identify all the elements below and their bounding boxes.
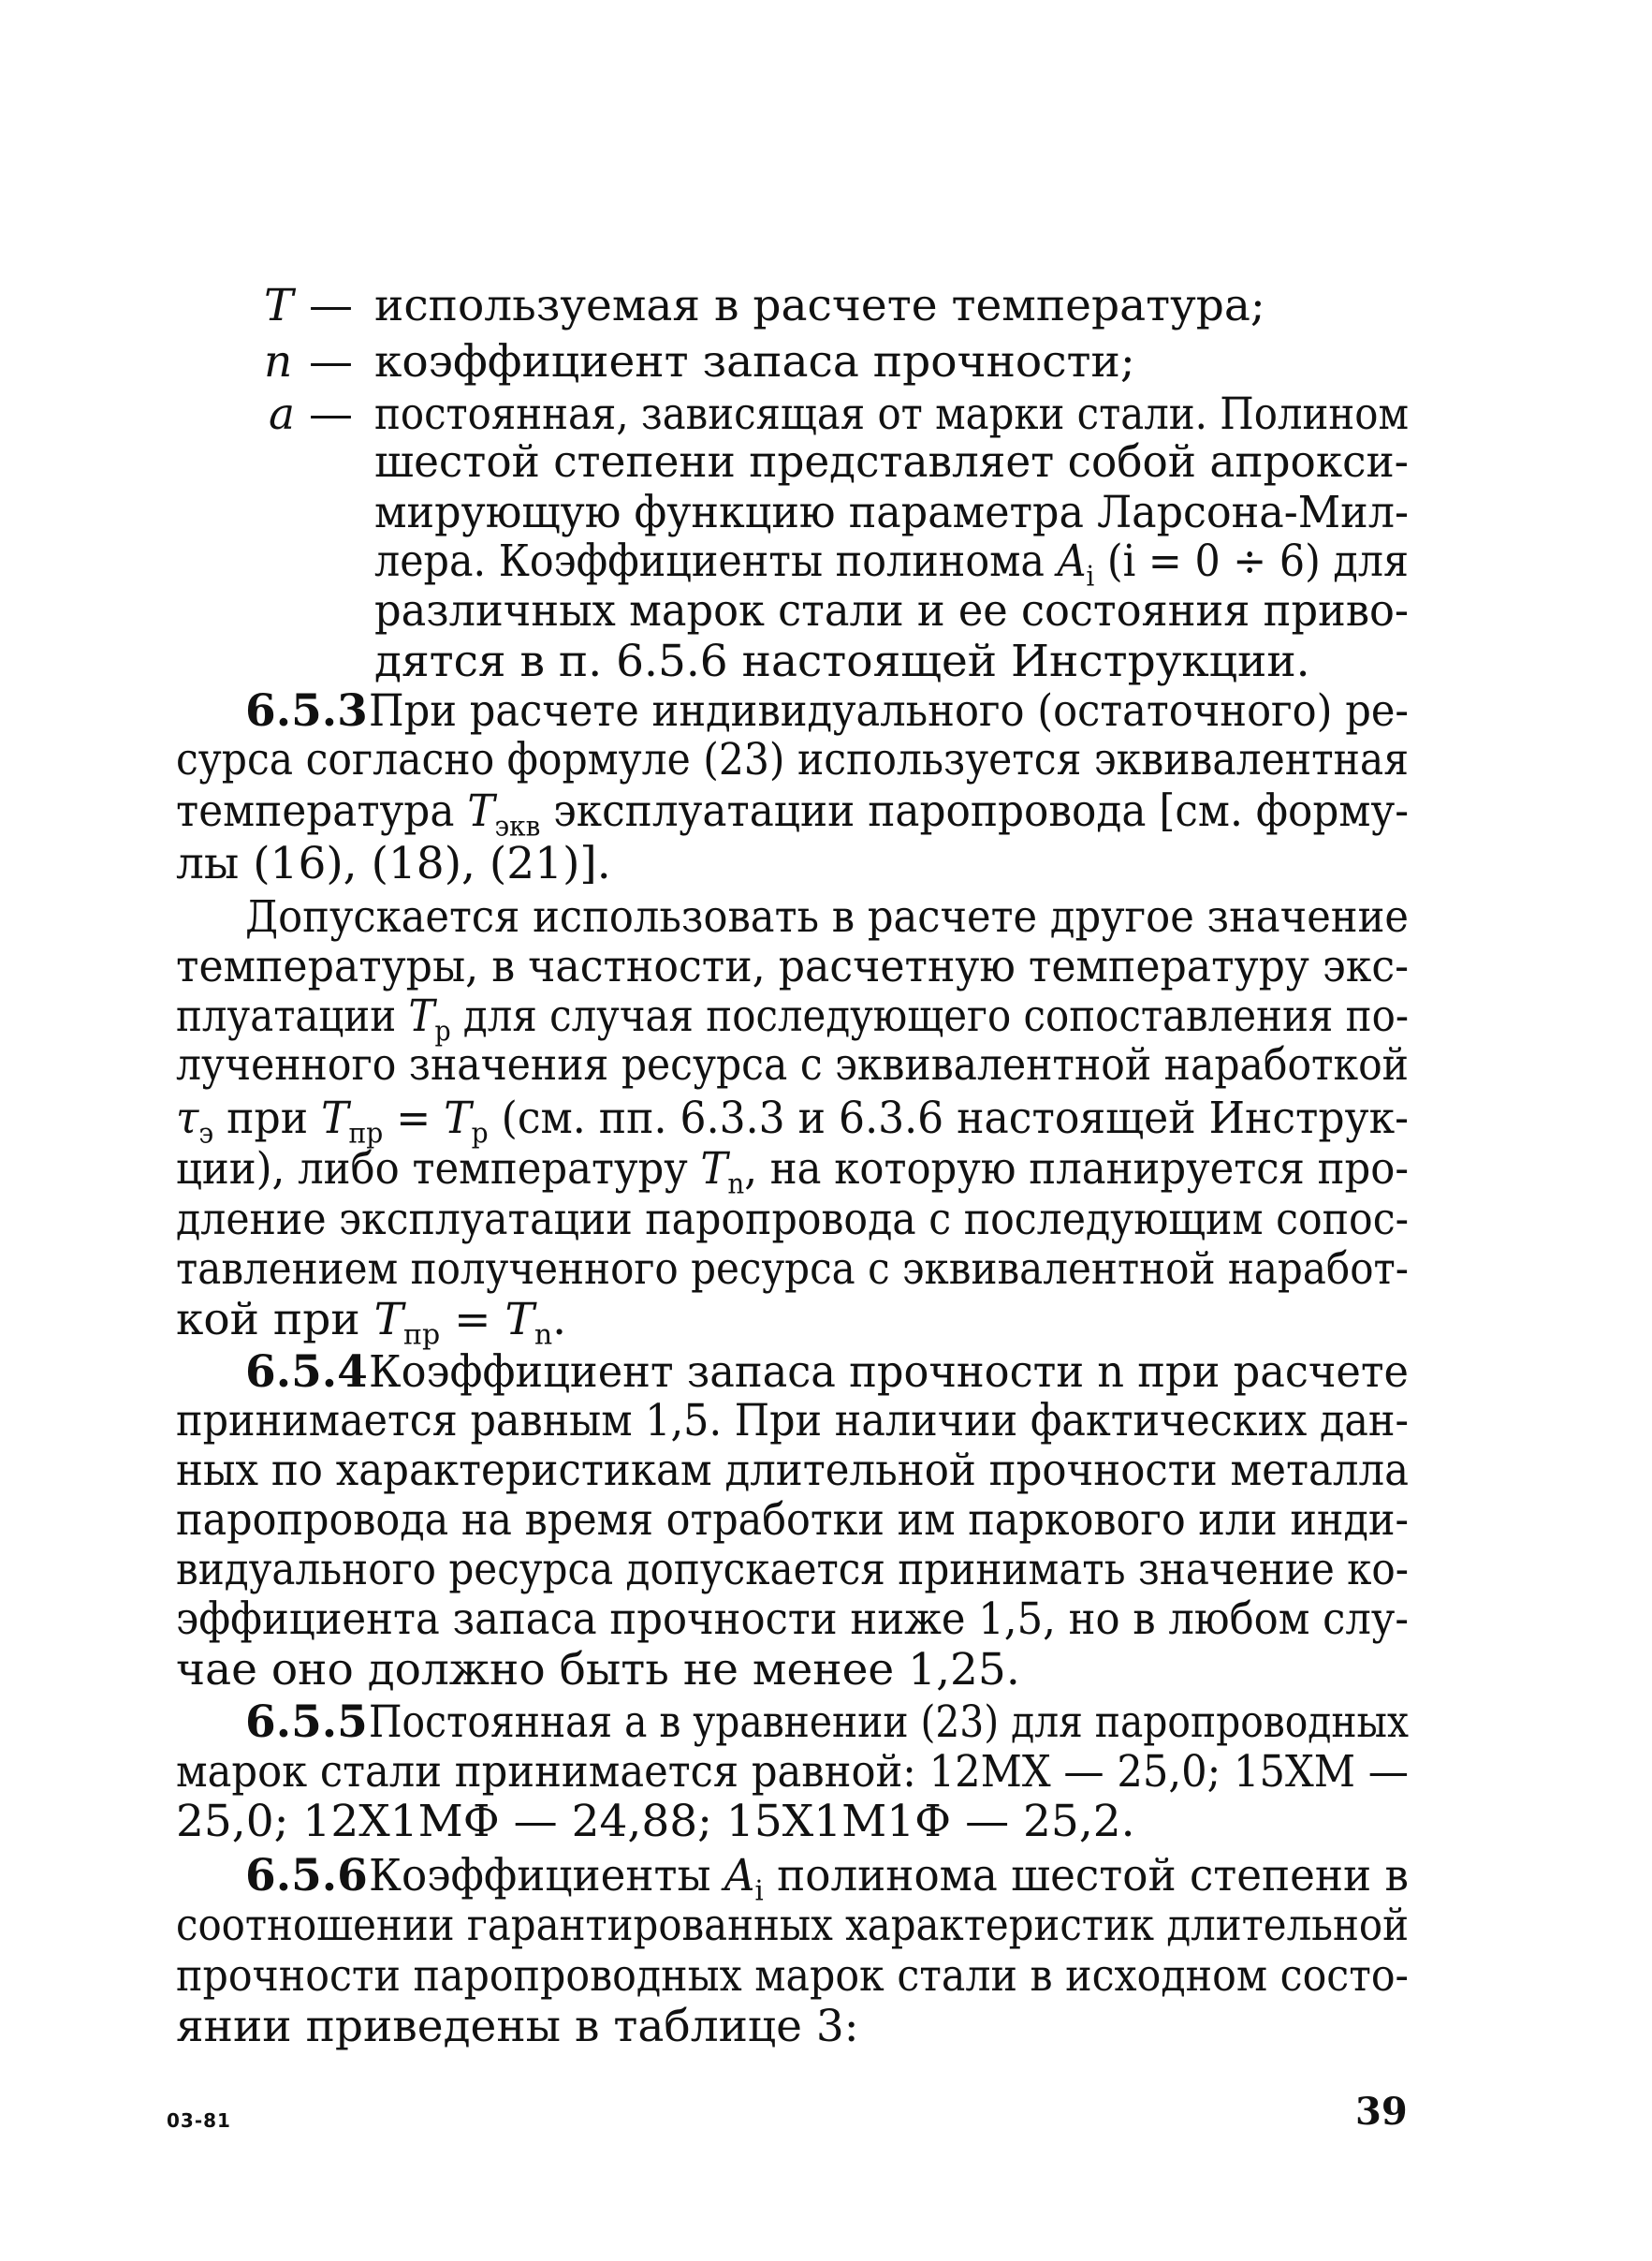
section-number-6-5-3: 6.5.3 bbox=[245, 685, 368, 737]
paragraph-line: При расчете индивидуального (остаточного) ре- bbox=[369, 685, 1409, 737]
paragraph-line: видуального ресурса допускается принимать значение ко- bbox=[176, 1544, 1409, 1595]
paragraph-line: 25,0; 12Х1МФ — 24,88; 15Х1М1Ф — 25,2. bbox=[176, 1796, 1135, 1847]
def-cont-line: шестой степени представляет собой апрокси- bbox=[374, 436, 1409, 488]
section-number-6-5-6: 6.5.6 bbox=[245, 1850, 368, 1901]
paragraph-line: чае оно должно быть не менее 1,25. bbox=[176, 1644, 1020, 1696]
def-text-T: используемая в расчете температура; bbox=[374, 280, 1265, 331]
paragraph-line: янии приведены в таблице 3: bbox=[176, 2001, 859, 2052]
def-symbol-n: n bbox=[264, 336, 293, 388]
def-cont-line: мирующую функцию параметра Ларсона-Мил- bbox=[374, 487, 1409, 538]
paragraph-line: сурса согласно формуле (23) используется эквивалентная bbox=[176, 734, 1409, 785]
paragraph-line: Допускается использовать в расчете другое значение bbox=[245, 891, 1409, 943]
def-symbol-a: a bbox=[269, 389, 296, 440]
paragraph-line: эффициента запаса прочности ниже 1,5, но в любом слу- bbox=[176, 1593, 1409, 1645]
paragraph-line: лы (16), (18), (21)]. bbox=[176, 838, 611, 889]
paragraph-line: температура $T_{экв}$ эксплуатации паропровода [см. форму- bbox=[176, 785, 1409, 844]
paragraph-line: лученного значения ресурса с эквивалентной наработкой bbox=[176, 1039, 1409, 1091]
def-cont-line: дятся в п. 6.5.6 настоящей Инструкции. bbox=[374, 636, 1310, 687]
def-cont-line: лера. Коэффициенты полинома $A_i$ (i = 0 ÷ 6) для bbox=[374, 536, 1409, 594]
def-text-a: постоянная, зависящая от марки стали. Полином bbox=[374, 389, 1409, 440]
footer-code: 03-81 bbox=[167, 2109, 231, 2132]
paragraph-line: дление эксплуатации паропровода с последующим сопос- bbox=[176, 1194, 1409, 1245]
def-dash: — bbox=[309, 389, 353, 440]
paragraph-line: ных по характеристикам длительной прочности металла bbox=[176, 1445, 1409, 1496]
paragraph-line: марок стали принимается равной: 12МХ — 25,0; 15ХМ — bbox=[176, 1746, 1409, 1798]
paragraph-line: соотношении гарантированных характеристик длительной bbox=[176, 1900, 1409, 1951]
def-dash: — bbox=[309, 280, 353, 331]
paragraph-line: ции), либо температуру $T_n$, на которую планируется про- bbox=[176, 1143, 1409, 1201]
page-number: 39 bbox=[1355, 2090, 1408, 2134]
paragraph-line: прочности паропроводных марок стали в исходном состо- bbox=[176, 1950, 1409, 2002]
section-number-6-5-5: 6.5.5 bbox=[245, 1696, 368, 1748]
paragraph-line: принимается равным 1,5. При наличии фактических дан- bbox=[176, 1395, 1409, 1446]
def-symbol-T: T bbox=[264, 280, 294, 331]
paragraph-line: $\tau_э$ при $T_{пр} = T_р$ (см. пп. 6.3.3 и 6.3.6 настоящей Инструк- bbox=[176, 1093, 1409, 1151]
paragraph-line: Постоянная a в уравнении (23) для паропроводных bbox=[369, 1696, 1409, 1748]
paragraph-line: тавлением полученного ресурса с эквивалентной наработ- bbox=[176, 1243, 1409, 1295]
def-dash: — bbox=[309, 336, 353, 388]
def-cont-line: различных марок стали и ее состояния приво- bbox=[374, 585, 1409, 637]
def-text-n: коэффициент запаса прочности; bbox=[374, 336, 1135, 388]
paragraph-line: Коэффициенты $A_i$ полинома шестой степени в bbox=[369, 1850, 1409, 1908]
paragraph-line: плуатации $T_р$ для случая последующего сопоставления по- bbox=[176, 991, 1410, 1049]
paragraph-line: Коэффициент запаса прочности n при расчете bbox=[369, 1346, 1409, 1398]
paragraph-line: кой при $T_{пр} = T_n$. bbox=[176, 1294, 567, 1352]
section-number-6-5-4: 6.5.4 bbox=[245, 1346, 368, 1398]
paragraph-line: паропровода на время отработки им паркового или инди- bbox=[176, 1494, 1409, 1546]
paragraph-line: температуры, в частности, расчетную температуру экс- bbox=[176, 941, 1409, 992]
